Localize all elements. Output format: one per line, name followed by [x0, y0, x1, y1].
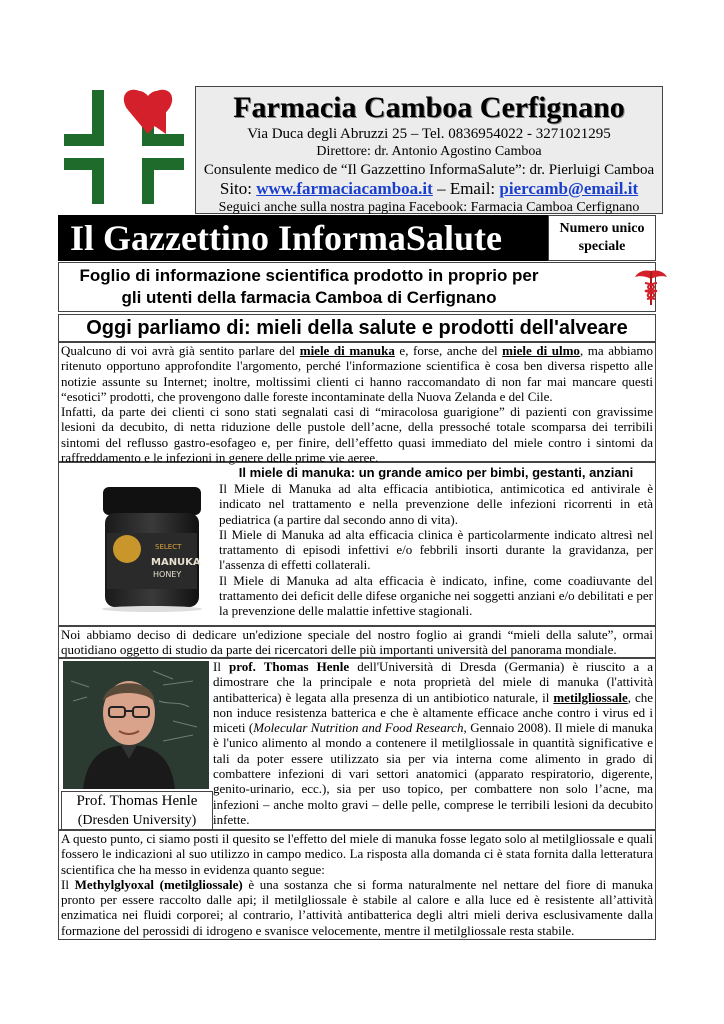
henle-text-part: , che non induce resistenza batterica e che è altamente efficace anche contro i virus ed i miceti ( [213, 689, 653, 736]
intro-text: , ma abbiamo ritenuto opportuno approfondite l'argomento, perché l'informazione scientifica è cosa ben diversa rispetto alle notizie assunte su Internet; inoltre, moltissimi clienti ci hanno raccomandato di non far mai mancare questi “esotici” prodotti, che provengono dalle foreste incontaminate della Nuova Zelanda e del Cile. [61, 343, 653, 404]
address-line: Via Duca degli Abruzzi 25 – Tel. 0836954022 - 3271021295 [247, 126, 611, 142]
ulmo-highlight: miele di ulmo [502, 343, 580, 358]
subtitle-text [59, 265, 559, 309]
email-link[interactable]: piercamb@email.it [499, 179, 639, 198]
metilgliossale-highlight: metilgliossale [553, 689, 628, 705]
subtitle-line-2: gli utenti della farmacia Camboa di Cerfignano [121, 288, 497, 307]
subtitle-box [58, 262, 656, 312]
final-text-part: Il [61, 876, 75, 892]
manuka-jar-image [93, 479, 211, 613]
manuka-paragraph-2: Il Miele di Manuka ad alta efficacia clinica è particolarmente indicato altresì nel trattamento di episodi infettivi e/o febbrili insorti durante la gravidanza, per l'assenza di effetti collaterali. [219, 526, 653, 573]
intro-paragraph-1 [61, 343, 653, 404]
jar-label-honey: HONEY [153, 570, 182, 579]
site-link[interactable]: www.farmaciacamboa.it [256, 179, 433, 198]
henle-text [213, 659, 653, 827]
caduceus-icon [633, 267, 669, 307]
newsletter-title: Il Gazzettino InformaSalute [58, 215, 548, 261]
caption-name: Prof. Thomas Henle [76, 793, 198, 809]
henle-photo [63, 661, 209, 789]
manuka-paragraph-3: Il Miele di Manuka ad alta efficacia è indicato, infine, come coadiuvante del trattamento dei deficit delle difese organiche nei soggetti anziani e/o debilitati e per la prevenzione delle malattie infettive stagionali. [219, 572, 653, 619]
issue-badge [548, 215, 656, 261]
photo-caption [61, 791, 213, 831]
manuka-title: Il miele di manuka: un grande amico per bimbi, gestanti, anziani [238, 465, 634, 480]
site-label: Sito: [219, 179, 252, 198]
final-section [58, 830, 656, 940]
email-label: – Email: [437, 179, 496, 198]
director-line: Direttore: dr. Antonio Agostino Camboa [316, 144, 542, 159]
header-box [195, 86, 663, 214]
jar-label-manuka: MANUKA [151, 557, 201, 568]
intro-text: Qualcuno di voi avrà già sentito parlare del [61, 343, 300, 358]
intro-section [58, 342, 656, 466]
consultant-line: Consulente medico de “Il Gazzettino InformaSalute”: dr. Pierluigi Camboa [203, 162, 655, 178]
facebook-line: Seguici anche sulla nostra pagina Facebook: Farmacia Camboa Cerfignano [218, 200, 640, 215]
manuka-highlight: miele di manuka [299, 343, 395, 358]
intro-paragraph-2: Infatti, da parte dei clienti ci sono stati segnalati casi di “miracolosa guarigione” di pazienti con gravissime lesioni da decubito, di netta riduzione delle pustole dell’acne, della pressoché totale scomparsa dei terribili sintomi del reflusso gastro-esofageo e, per finire, dell’effetto quasi immediato del miele contro i sintomi da raffreddamento e le infezioni in genere delle prime vie aeree. [61, 404, 653, 466]
pharmacy-name: Farmacia Camboa Cerfignano [233, 91, 625, 124]
subtitle-line-1: Foglio di informazione scientifica prodotto in proprio per [79, 266, 539, 285]
henle-text-part: dell'Università di Dresda (Germania) è riuscito a a dimostrare che la principale e nota proprietà del miele di manuka (l'attività antibatterica) è legata alla presenza di un antibiotico naturale, il [213, 659, 653, 705]
noi-section: Noi abbiamo deciso di dedicare un'edizione speciale del nostro foglio ai grandi “mieli della salute”, ormai quotidiano oggetto di studio da parte dei ricercatori delle più importanti università del panorama mondiale. [58, 626, 656, 658]
journal-title: Molecular Nutrition and Food Research [253, 720, 464, 736]
final-paragraph-2 [61, 877, 653, 938]
henle-section [58, 658, 656, 830]
caption-affiliation: (Dresden University) [77, 813, 197, 828]
final-paragraph-1: A questo punto, ci siamo posti il quesito se l'effetto del miele di manuka fosse legato solo al metilgliossale e quali fossero le indicazioni al suo utilizzo in campo medico. La risposta alla domanda ci è stata fornita dalla letteratura scientifica che ha messo in evidenza quanto segue: [61, 831, 653, 877]
manuka-text [219, 481, 653, 619]
henle-name: prof. Thomas Henle [229, 659, 350, 674]
issue-line-2: speciale [578, 239, 626, 254]
jar-label-select: SELECT [155, 543, 182, 551]
pharmacy-logo [62, 88, 192, 206]
topic-heading: Oggi parliamo di: mieli della salute e prodotti dell'alveare [58, 314, 656, 342]
henle-text-part: , Gennaio 2008). Il miele di manuka è l'unico alimento al mondo a contenere il metilgliossale in quantità significative e tali da poter essere utilizzato sia per via interna come alimento in grado di combattere infezioni di vari settori anatomici (apparato respiratorio, digerente, genito-urinario, ecc.), sia per uso topico, per combattere non solo l’acne, ma infezioni – anche molto gravi – delle pelle, comprese le terribili lesioni da decubito infette. [213, 720, 653, 827]
manuka-section [58, 462, 656, 626]
manuka-paragraph-1: Il Miele di Manuka ad alta efficacia antibiotica, antimicotica ed antivirale è indicato nel trattamento e nella prevenzione delle infezioni ricorrenti in età pediatrica (a partire dal secondo anno di vita). [219, 481, 653, 527]
intro-text: e, forse, anche del [394, 343, 503, 358]
henle-text-part: Il [213, 659, 230, 674]
final-text-part: è una sostanza che si forma naturalmente nel nettare del fiore di manuka pronto per essere raccolto dalle api; il metilgliossale è stabile al calore e alla luce ed è resistente all’attività enzimatica nei fluidi corporei; al contrario, l’attività antibatterica degli altri mieli deriva esclusivamente dalla formazione del perossidi di idrogeno e svanisce velocemente, mentre il metilgliossale resta stabile. [61, 876, 653, 938]
contact-line [196, 179, 662, 199]
methylglyoxal-term: Methylglyoxal (metilgliossale) [74, 876, 243, 892]
issue-line-1: Numero unico [559, 221, 645, 236]
